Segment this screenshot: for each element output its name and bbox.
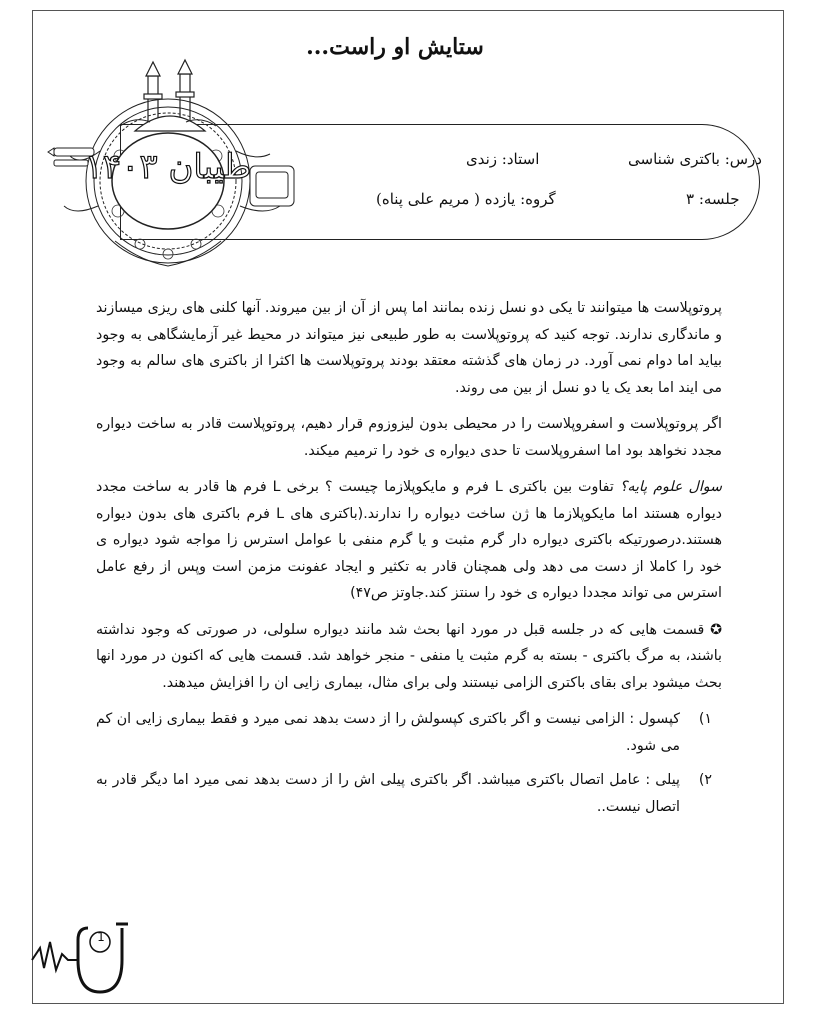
tabiban-logo-emblem (40, 56, 310, 271)
session-label: جلسه: ۳ (686, 190, 740, 208)
stethoscope-icon (30, 920, 135, 995)
list-text-capsule: کپسول : الزامی نیست و اگر باکتری کپسولش را از دست بدهد نمی میرد و فقط بیماری زایی ان کم می شود. (96, 711, 680, 754)
paragraph-spheroplast: اگر پروتوپلاست و اسفروپلاست را در محیطی بدون لیزوزوم قرار دهیم، پروتوپلاست قادر به ساخت دیواره مجدد نخواهد بود اما اسفروپلاست تا حدی دیواره ی خود را ترمیم میکند. (96, 416, 722, 459)
course-label: درس: باکتری شناسی (628, 150, 762, 168)
logo-title-text: طیبان ۱۴۰۳ (84, 147, 252, 187)
paragraph-l-form (96, 474, 722, 607)
list-item (96, 767, 722, 820)
teacher-label: استاد: زندی (466, 150, 540, 168)
document-body (96, 295, 722, 820)
l-form-text: تفاوت بین باکتری L فرم و مایکوپلازما چیست ؟ برخی L فرم ها قادر به ساخت مجدد دیواره هستند اما مایکوپلازما ها ژن ساخت دیواره را ندارند.(باکتری های L فرم باکتری های بدون دیواره هستند.درصورتیکه باکتری دیواره دار گرم مثبت و یا گرم منفی با عوامل استرس زا مواجه شود دیواره ی خود را کاملا از دست می دهد ولی همچنان قادر به تکثیر و ایجاد عفونت مزمن است وپس از رفع عامل استرس می تواند مجددا دیواره ی خود را سنتز کند.جاوتز ص۴۷) (96, 479, 722, 601)
group-label: گروه: یازده ( مریم علی پناه) (376, 190, 556, 208)
list-number: ۲) (698, 772, 712, 788)
page-number: 1 (97, 930, 105, 944)
question-label: سوال علوم پایه؟ (619, 479, 722, 495)
list-item (96, 706, 722, 759)
paragraph-protoplast: پروتوپلاست ها میتوانند تا یکی دو نسل زنده بمانند اما پس از آن از بین میروند. آنها کلنی های ریزی میسازند و ماندگاری ندارند. توجه کنید که پروتوپلاست به طور طبیعی نیز میتواند در محیط غیر آزمایشگاهی به وجود بیاید اما دوام نمی آورد. در زمان های گذشته معتقد بودند پروتوپلاست ها اکثرا از باکتری های سالم به وجود می ایند اما بعد یک یا دو نسل از بین می روند. (96, 300, 722, 396)
paragraph-nonessential-parts: ✪ قسمت هایی که در جلسه قبل در مورد انها بحث شد مانند دیواره سلولی، در صورتی که وجود نداشته باشند، به مرگ باکتری - بسته به گرم مثبت یا منفی - منجر خواهد شد. قسمت هایی که اکنون در مورد انها بحث میشود برای بقای باکتری الزامی نیستند ولی برای مثال، بیماری زایی ان را افزایش میدهند. (96, 621, 722, 691)
list-number: ۱) (698, 711, 712, 727)
list-text-pili: پیلی : عامل اتصال باکتری میباشد. اگر باکتری پیلی اش را از دست بدهد نمی میرد اما دیگر قادر به اتصال نیست.. (96, 772, 680, 815)
page-title: ستایش او راست... (306, 34, 484, 60)
